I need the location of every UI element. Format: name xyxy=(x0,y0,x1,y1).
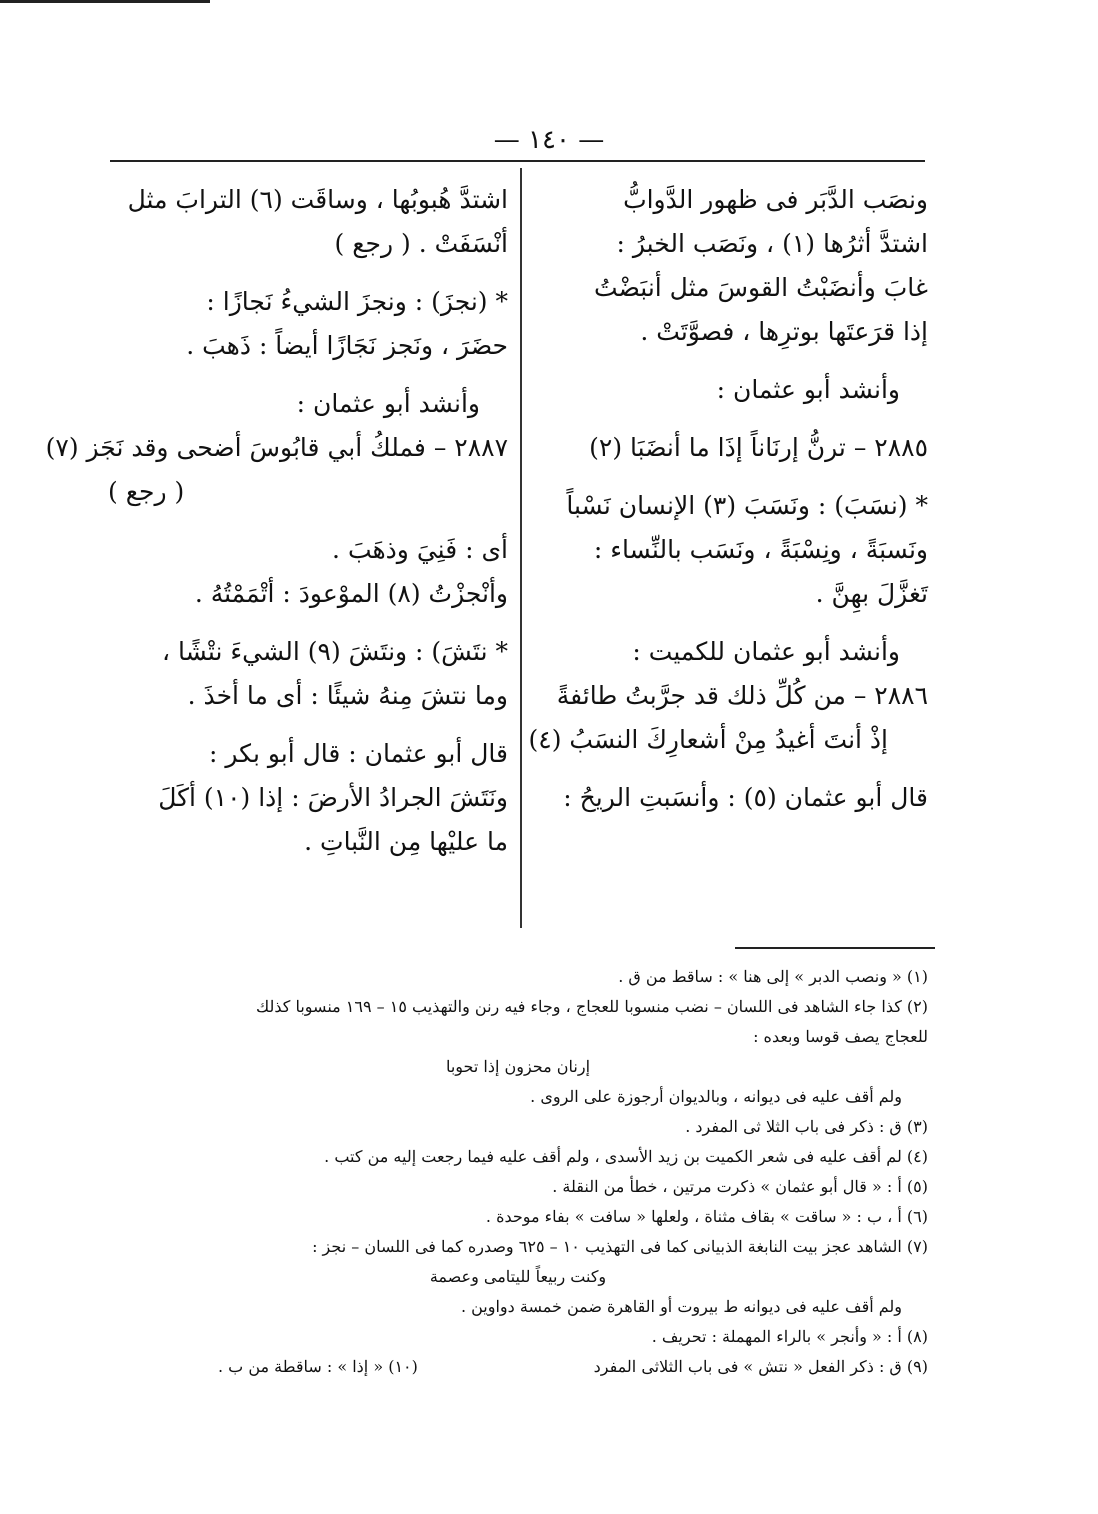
text-line: قال أبو عثمان : قال أبو بكر : xyxy=(208,739,508,768)
footnote: (٦) أ ، ب : « ساقت » بقاف مثناة ، ولعلها « سافت » بفاء موحدة . xyxy=(485,1207,928,1226)
left-column xyxy=(45,178,508,864)
text-line: ونصَب الدَّبَر فى ظهور الدَّوابُّ xyxy=(623,185,928,214)
footnote-row xyxy=(108,1352,928,1382)
citation-intro: وأنشد أبو عثمان للكميت : xyxy=(632,637,900,666)
text-line: إذا قرَعتَها بوترِها ، فصوَّتَتْ . xyxy=(640,317,928,346)
text-line: حضَرَ ، ونَجز نَجَازًا أيضاً : ذَهبَ . xyxy=(186,331,508,360)
text-line: وما نتشَ مِنهُ شيئًا : أى ما أخذَ . xyxy=(187,681,508,710)
text-line: وأنْجزْتُ (٨) الموْعودَ : أتْمَمْتُهُ . xyxy=(194,579,508,608)
entry-heading-line: * (نجزَ) : ونجزَ الشيءُ نَجازًا : xyxy=(206,287,508,316)
column-divider xyxy=(520,168,522,928)
text-line: غابَ وأنضَبْتُ القوسَ مثل أنبَضْتُ xyxy=(594,273,928,302)
verse-line: ٢٨٨٧ – فملكُ أبي قابُوسَ أضحى وقد نَجَز (٧) xyxy=(45,433,508,462)
text-line: ونَسبَةً ، ونِسْبَةً ، ونَسَب بالنِّساء : xyxy=(593,535,928,564)
verse-line: إذْ أنتَ أغيدُ مِنْ أشعارِكَ النسَبُ (٤) xyxy=(528,725,888,754)
footnote-continuation: للعجاج يصف قوسا وبعده : xyxy=(753,1027,928,1046)
text-line: أى : فَنِيَ وذهَبَ . xyxy=(332,535,508,564)
footnote-continuation: ولم أقف عليه فى ديوانه ، وبالديوان أرجوزة على الروى . xyxy=(530,1087,902,1106)
top-edge-rule xyxy=(0,0,210,3)
footnote: (٧) الشاهد عجز بيت النابغة الذبيانى كما فى التهذيب ١٠ – ٦٢٥ وصدره كما فى اللسان – نجز : xyxy=(312,1237,928,1256)
text-line: ما عليْها مِن النَّباتِ . xyxy=(304,827,508,856)
footnote: (١٠) « إذا » : ساقطة من ب . xyxy=(218,1357,418,1376)
header-rule xyxy=(110,160,925,162)
footnote: (٨) أ : « وأنجر » بالراء المهملة : تحريف . xyxy=(651,1327,928,1346)
verse-line: ٢٨٨٥ – ترنُّ إرنَاناً إذَا ما أنضَبَا (٢) xyxy=(589,433,928,462)
verse-line: ٢٨٨٦ – من كُلِّ ذلك قد جرَّبتُ طائفةً xyxy=(556,681,928,710)
entry-heading-line: * (نسَبَ) : ونَسَبَ (٣) الإنسان نَسْباً xyxy=(566,491,928,520)
footnote: (٣) ق : ذكر فى باب الثلا ثى المفرد . xyxy=(685,1117,928,1136)
footnote: (٥) أ : « قال أبو عثمان » ذكرت مرتين ، خطأ من النقلة . xyxy=(552,1177,928,1196)
footnote-rule xyxy=(735,947,935,949)
return-marker: ( رجع ) xyxy=(108,477,185,506)
footnote: (١) « ونصب الدبر » إلى هنا » : ساقط من ق . xyxy=(618,967,928,986)
text-line: ونَتَشَ الجرادُ الأرضَ : إذا (١٠) أكَلَ xyxy=(158,783,508,812)
text-line: أنْسَفَتْ . ( رجع ) xyxy=(334,229,508,258)
footnotes xyxy=(108,962,928,1382)
text-line: اشتدَّ أثرُها (١) ، ونَصَب الخبرُ : xyxy=(616,229,928,258)
entry-heading-line: * نتَشَ) : ونتَشَ (٩) الشيءَ نتْشًا ، xyxy=(161,637,508,666)
footnote-verse: إرنان محزون إذا تحوبا xyxy=(445,1057,591,1076)
footnote-continuation: ولم أقف عليه فى ديوانه ط بيروت أو القاهرة ضمن خمسة دواوين . xyxy=(460,1297,902,1316)
footnote: (٩) ق : ذكر الفعل « نتش » فى باب الثلاثى المفرد xyxy=(593,1357,928,1376)
right-column xyxy=(528,178,928,820)
footnote: (٢) كذا جاء الشاهد فى اللسان – نضب منسوبا للعجاج ، وجاء فيه رنن والتهذيب ١٥ – ١٦٩ منسوبا كذلك xyxy=(255,997,928,1016)
text-line: قال أبو عثمان (٥) : وأنسَبتِ الريحُ : xyxy=(563,783,928,812)
footnote-verse: وكنت ربيعاً لليتامى وعصمة xyxy=(429,1267,607,1286)
text-line: اشتدَّ هُبوبُها ، وساقَت (٦) الترابَ مثل xyxy=(127,185,508,214)
citation-intro: وأنشد أبو عثمان : xyxy=(716,375,900,404)
footnote: (٤) لم أقف عليه فى شعر الكميت بن زيد الأسدى ، ولم أقف عليه فيما رجعت إليه من كتب . xyxy=(324,1147,928,1166)
text-line: تَغزَّلَ بهِنَّ . xyxy=(815,579,928,608)
citation-intro: وأنشد أبو عثمان : xyxy=(296,389,480,418)
page-number: — ١٤٠ — xyxy=(493,125,605,155)
